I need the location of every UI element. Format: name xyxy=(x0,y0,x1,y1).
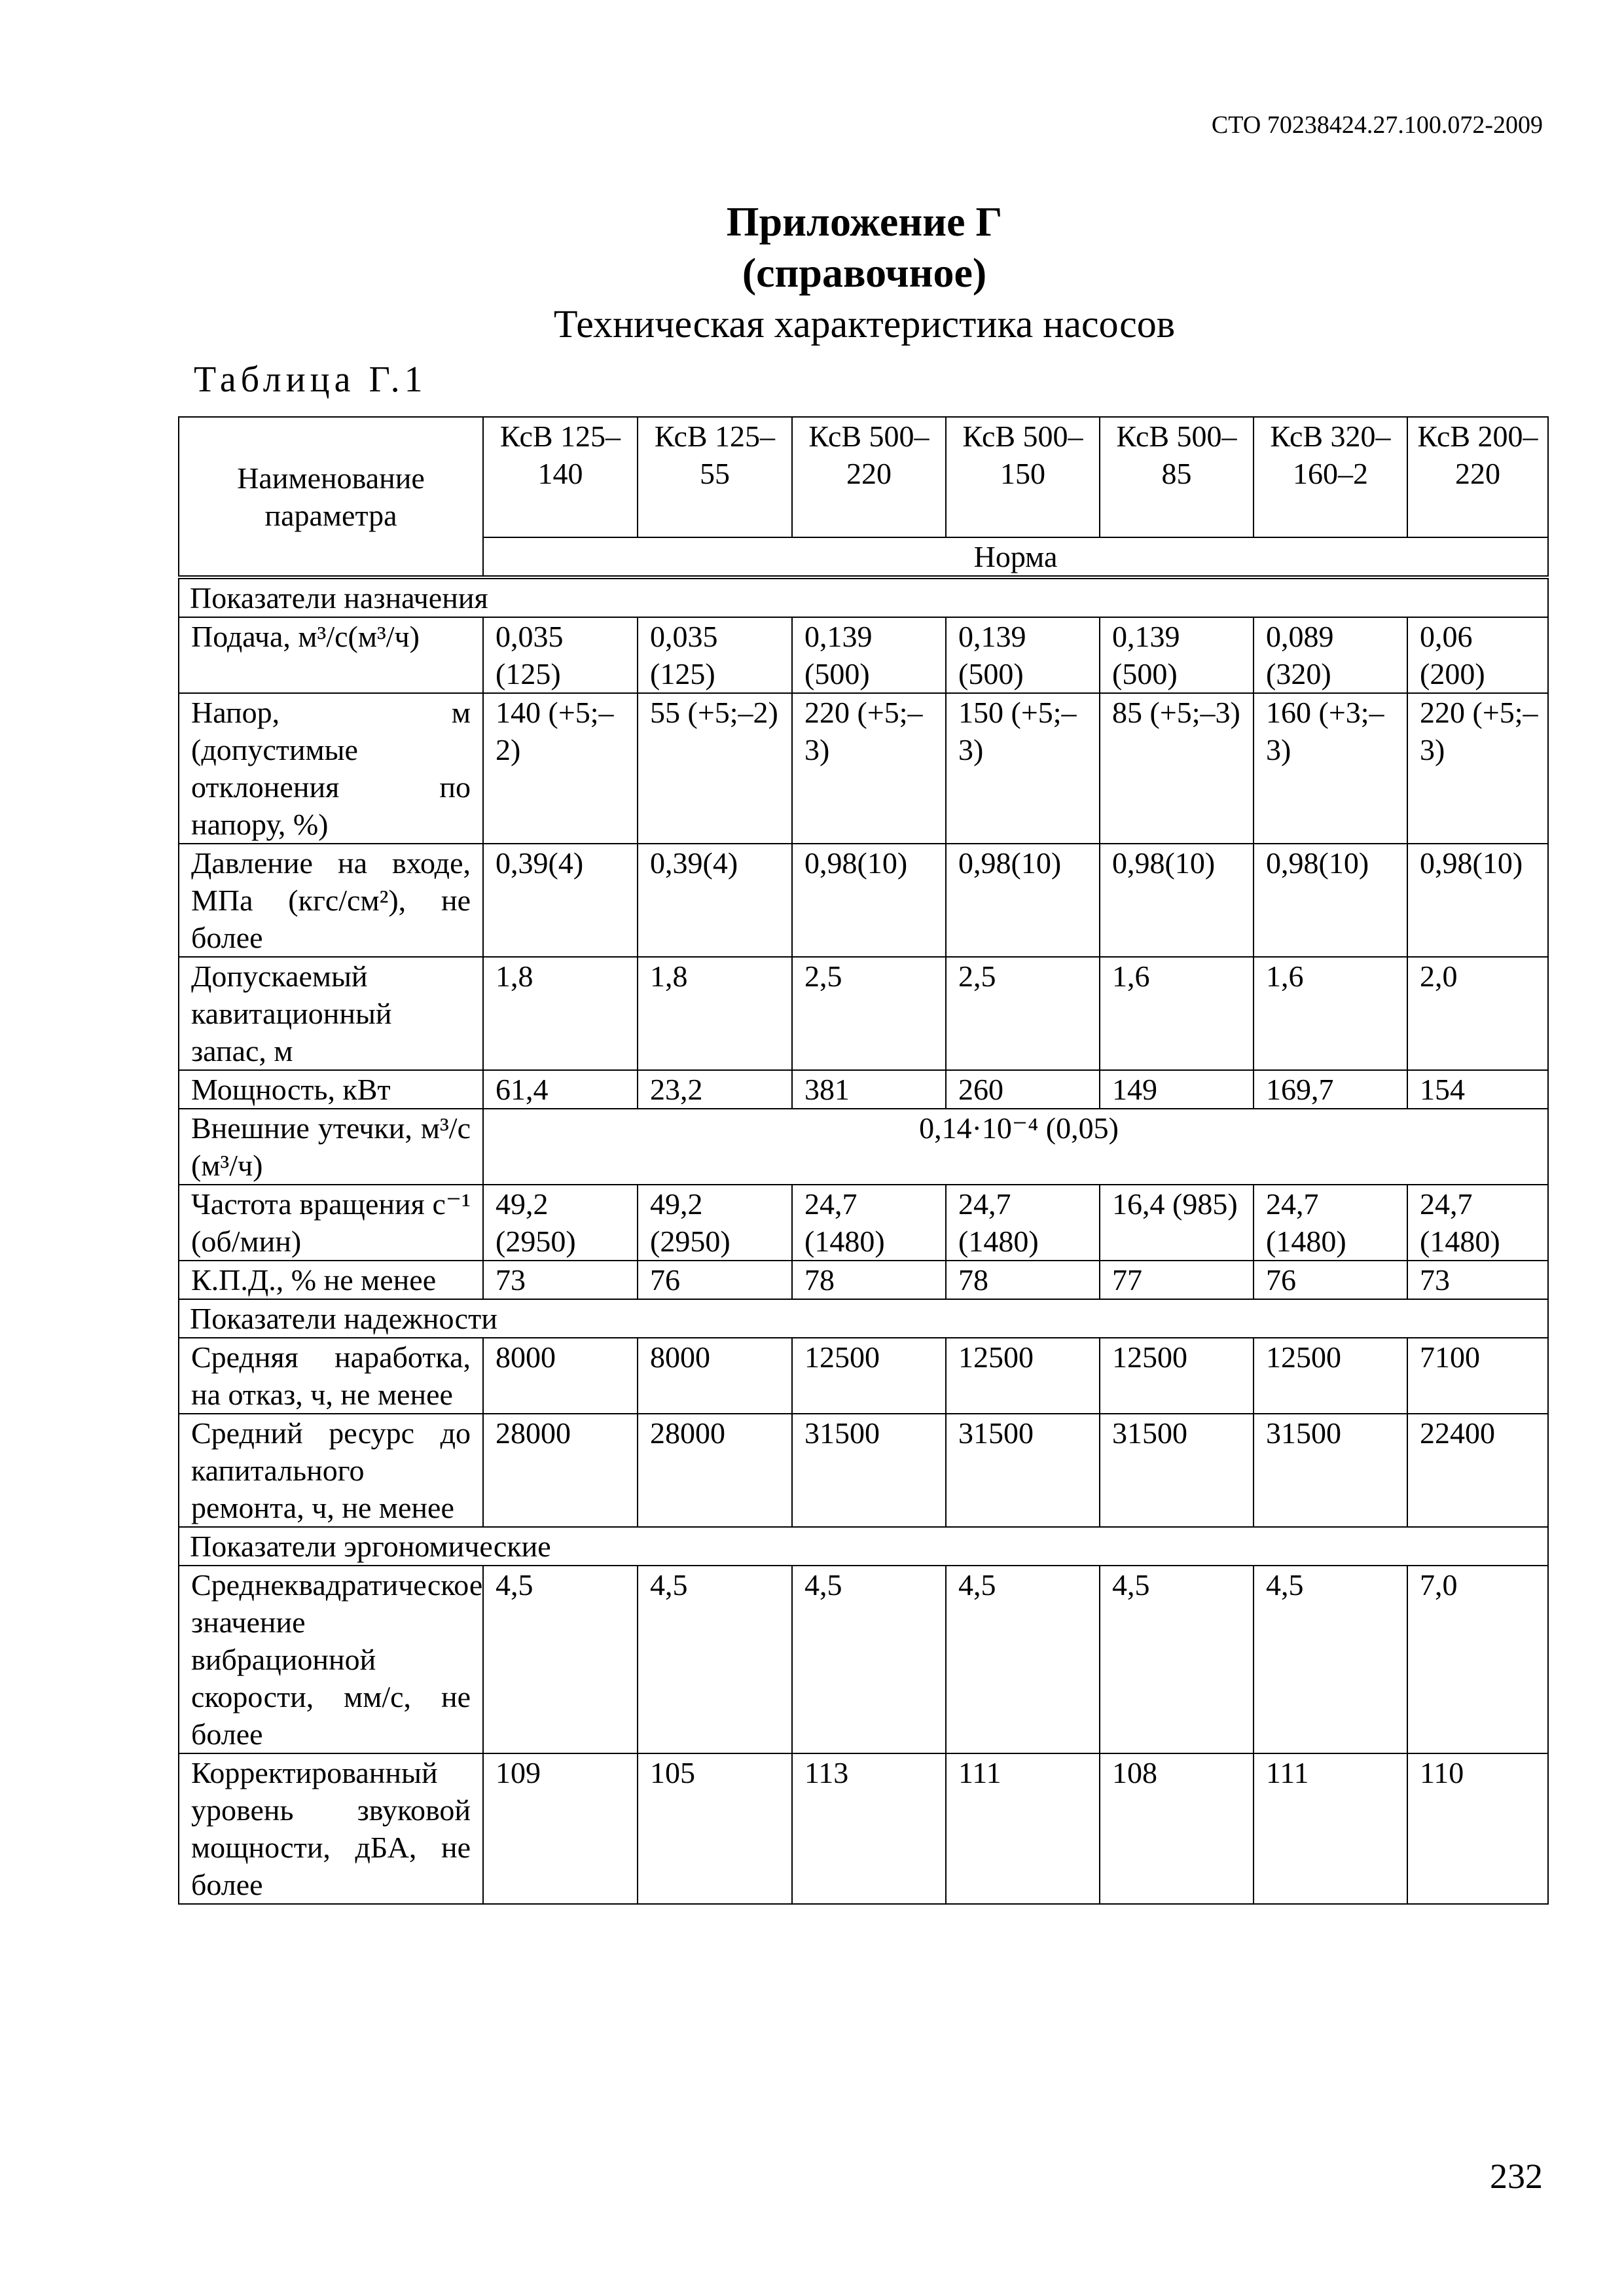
cell-value: 7,0 xyxy=(1407,1566,1548,1753)
cell-value: 0,39(4) xyxy=(483,844,638,957)
cell-value: 76 xyxy=(638,1261,792,1299)
cell-value: 4,5 xyxy=(638,1566,792,1753)
cell-value: 4,5 xyxy=(946,1566,1100,1753)
section-reliability: Показатели надежности xyxy=(179,1299,1548,1338)
cell-value: 108 xyxy=(1100,1753,1254,1904)
param-name: Допускаемый кавитационный запас, м xyxy=(179,957,483,1070)
cell-value: 1,6 xyxy=(1100,957,1254,1070)
param-name: Мощность, кВт xyxy=(179,1070,483,1109)
page-heading xyxy=(0,196,1624,350)
appendix-subtitle: Техническая характеристика насосов xyxy=(553,302,1176,346)
model-header: КсВ 320–160–2 xyxy=(1254,417,1407,537)
model-header: КсВ 500–220 xyxy=(792,417,946,537)
cell-value: 12500 xyxy=(1254,1338,1407,1414)
norm-label: Норма xyxy=(483,537,1548,577)
cell-value: 0,089 (320) xyxy=(1254,617,1407,693)
param-name: Средний ресурс до капитального ремонта, ч, не менее xyxy=(179,1414,483,1527)
param-name: Подача, м³/с(м³/ч) xyxy=(179,617,483,693)
pump-spec-table xyxy=(178,416,1549,1905)
cell-value: 78 xyxy=(792,1261,946,1299)
cell-value: 150 (+5;–3) xyxy=(946,693,1100,844)
table-row xyxy=(179,617,1548,693)
cell-value: 24,7 (1480) xyxy=(946,1185,1100,1261)
cell-value: 78 xyxy=(946,1261,1100,1299)
cell-value: 76 xyxy=(1254,1261,1407,1299)
cell-value: 31500 xyxy=(792,1414,946,1527)
cell-value: 61,4 xyxy=(483,1070,638,1109)
table-row xyxy=(179,1414,1548,1527)
cell-value: 28000 xyxy=(638,1414,792,1527)
cell-value: 0,98(10) xyxy=(1407,844,1548,957)
cell-value: 140 (+5;–2) xyxy=(483,693,638,844)
cell-value: 0,139 (500) xyxy=(1100,617,1254,693)
model-header: КсВ 500–85 xyxy=(1100,417,1254,537)
model-header: КсВ 125–140 xyxy=(483,417,638,537)
table-row xyxy=(179,1261,1548,1299)
cell-value: 16,4 (985) xyxy=(1100,1185,1254,1261)
cell-value: 160 (+3;–3) xyxy=(1254,693,1407,844)
cell-value: 77 xyxy=(1100,1261,1254,1299)
cell-value: 8000 xyxy=(483,1338,638,1414)
table-row xyxy=(179,1070,1548,1109)
param-header: Наименование параметра xyxy=(179,417,483,577)
param-name: Среднеквадратическое значение вибрационной скорости, мм/с, не более xyxy=(179,1566,483,1753)
table-label: Таблица Г.1 xyxy=(194,359,427,400)
cell-value: 7100 xyxy=(1407,1338,1548,1414)
appendix-title: Приложение Г xyxy=(726,198,1003,245)
model-header: КсВ 125–55 xyxy=(638,417,792,537)
cell-value: 49,2 (2950) xyxy=(483,1185,638,1261)
appendix-kind: (справочное) xyxy=(742,249,987,296)
page-number: 232 xyxy=(1490,2157,1543,2196)
cell-value-merged: 0,14·10⁻⁴ (0,05) xyxy=(483,1109,1548,1185)
cell-value: 4,5 xyxy=(483,1566,638,1753)
cell-value: 4,5 xyxy=(1254,1566,1407,1753)
cell-value: 73 xyxy=(1407,1261,1548,1299)
cell-value: 24,7 (1480) xyxy=(1254,1185,1407,1261)
cell-value: 85 (+5;–3) xyxy=(1100,693,1254,844)
table-row xyxy=(179,1338,1548,1414)
cell-value: 0,98(10) xyxy=(946,844,1100,957)
cell-value: 0,98(10) xyxy=(1100,844,1254,957)
cell-value: 113 xyxy=(792,1753,946,1904)
table-row xyxy=(179,1566,1548,1753)
param-name: Напор, м (допустимые отклонения по напору, %) xyxy=(179,693,483,844)
cell-value: 109 xyxy=(483,1753,638,1904)
cell-value: 1,8 xyxy=(638,957,792,1070)
table-row xyxy=(179,1109,1548,1185)
param-name: Давление на входе, МПа (кгс/см²), не более xyxy=(179,844,483,957)
cell-value: 24,7 (1480) xyxy=(1407,1185,1548,1261)
document-code: СТО 70238424.27.100.072-2009 xyxy=(1211,111,1543,139)
cell-value: 220 (+5;–3) xyxy=(1407,693,1548,844)
param-name: Внешние утечки, м³/с (м³/ч) xyxy=(179,1109,483,1185)
cell-value: 0,06 (200) xyxy=(1407,617,1548,693)
cell-value: 110 xyxy=(1407,1753,1548,1904)
cell-value: 23,2 xyxy=(638,1070,792,1109)
param-name: Частота вращения с⁻¹ (об/мин) xyxy=(179,1185,483,1261)
cell-value: 0,39(4) xyxy=(638,844,792,957)
cell-value: 0,98(10) xyxy=(792,844,946,957)
model-header: КсВ 500–150 xyxy=(946,417,1100,537)
table-row xyxy=(179,957,1548,1070)
table-row xyxy=(179,1185,1548,1261)
cell-value: 2,5 xyxy=(792,957,946,1070)
cell-value: 55 (+5;–2) xyxy=(638,693,792,844)
cell-value: 12500 xyxy=(946,1338,1100,1414)
cell-value: 0,98(10) xyxy=(1254,844,1407,957)
cell-value: 12500 xyxy=(792,1338,946,1414)
cell-value: 2,0 xyxy=(1407,957,1548,1070)
section-row xyxy=(179,577,1548,617)
section-ergonomic: Показатели эргономические xyxy=(179,1527,1548,1566)
cell-value: 0,139 (500) xyxy=(792,617,946,693)
cell-value: 8000 xyxy=(638,1338,792,1414)
section-row xyxy=(179,1527,1548,1566)
table-header-row xyxy=(179,417,1548,537)
cell-value: 260 xyxy=(946,1070,1100,1109)
cell-value: 4,5 xyxy=(792,1566,946,1753)
section-row xyxy=(179,1299,1548,1338)
cell-value: 0,139 (500) xyxy=(946,617,1100,693)
cell-value: 49,2 (2950) xyxy=(638,1185,792,1261)
cell-value: 154 xyxy=(1407,1070,1548,1109)
cell-value: 24,7 (1480) xyxy=(792,1185,946,1261)
table-row xyxy=(179,844,1548,957)
param-name: Корректированный уровень звуковой мощности, дБА, не более xyxy=(179,1753,483,1904)
model-header: КсВ 200–220 xyxy=(1407,417,1548,537)
cell-value: 28000 xyxy=(483,1414,638,1527)
cell-value: 31500 xyxy=(1254,1414,1407,1527)
cell-value: 105 xyxy=(638,1753,792,1904)
cell-value: 0,035 (125) xyxy=(638,617,792,693)
param-name: Средняя наработка, на отказ, ч, не менее xyxy=(179,1338,483,1414)
cell-value: 149 xyxy=(1100,1070,1254,1109)
cell-value: 220 (+5;–3) xyxy=(792,693,946,844)
cell-value: 0,035 (125) xyxy=(483,617,638,693)
cell-value: 381 xyxy=(792,1070,946,1109)
cell-value: 22400 xyxy=(1407,1414,1548,1527)
cell-value: 111 xyxy=(946,1753,1100,1904)
cell-value: 169,7 xyxy=(1254,1070,1407,1109)
cell-value: 2,5 xyxy=(946,957,1100,1070)
cell-value: 1,8 xyxy=(483,957,638,1070)
cell-value: 1,6 xyxy=(1254,957,1407,1070)
table-row xyxy=(179,693,1548,844)
section-purpose: Показатели назначения xyxy=(179,577,1548,617)
cell-value: 31500 xyxy=(1100,1414,1254,1527)
param-name: К.П.Д., % не менее xyxy=(179,1261,483,1299)
cell-value: 31500 xyxy=(946,1414,1100,1527)
table-row xyxy=(179,1753,1548,1904)
cell-value: 4,5 xyxy=(1100,1566,1254,1753)
cell-value: 111 xyxy=(1254,1753,1407,1904)
cell-value: 12500 xyxy=(1100,1338,1254,1414)
cell-value: 73 xyxy=(483,1261,638,1299)
